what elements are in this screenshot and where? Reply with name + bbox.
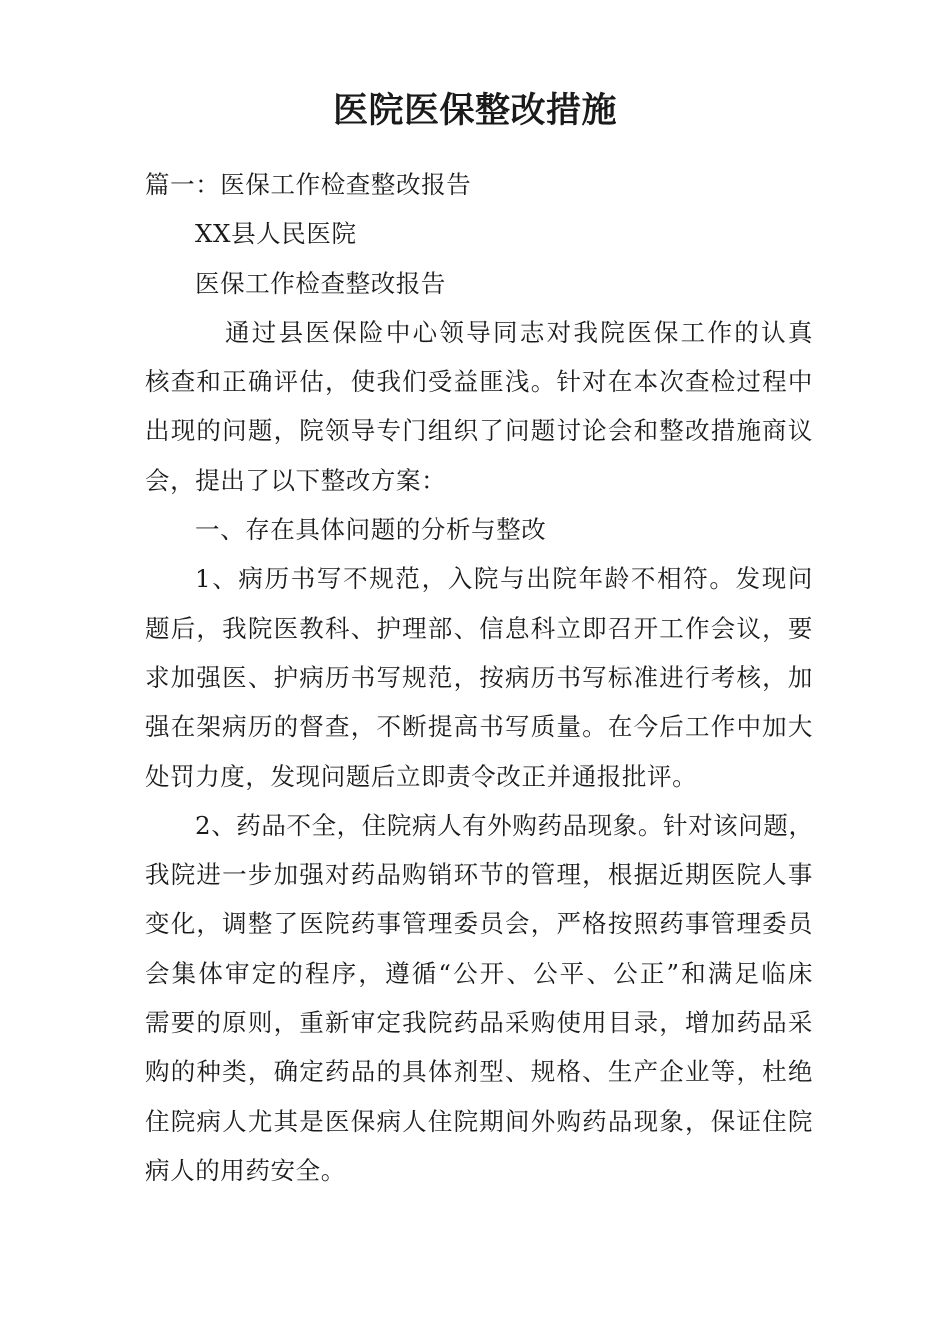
report-title: 医保工作检查整改报告 xyxy=(195,268,446,298)
hospital-name: XX县人民医院 xyxy=(195,219,357,249)
paragraph-line: 核查和正确评估，使我们受益匪浅。针对在本次查检过程中 xyxy=(145,367,813,397)
subsection-heading: 一、存在具体问题的分析与整改 xyxy=(195,515,547,545)
paragraph-line: 强在架病历的督查，不断提高书写质量。在今后工作中加大 xyxy=(145,712,813,742)
paragraph-line: 题后，我院医教科、护理部、信息科立即召开工作会议，要 xyxy=(145,613,813,643)
paragraph-line: 2、药品不全，住院病人有外购药品现象。针对该问题， xyxy=(195,810,814,840)
paragraph-line: 求加强医、护病历书写规范，按病历书写标准进行考核，加 xyxy=(145,662,813,692)
paragraph-line: 处罚力度，发现问题后立即责令改正并通报批评。 xyxy=(145,761,698,791)
paragraph-line: 1、病历书写不规范，入院与出院年龄不相符。发现问 xyxy=(195,564,813,594)
document-title: 医院医保整改措施 xyxy=(332,91,617,131)
paragraph-line: 会，提出了以下整改方案： xyxy=(145,465,447,495)
paragraph-line: 住院病人尤其是医保病人住院期间外购药品现象，保证住院 xyxy=(145,1106,813,1136)
paragraph-line: 通过县医保险中心领导同志对我院医保工作的认真 xyxy=(225,317,813,347)
paragraph-line: 变化，调整了医院药事管理委员会，严格按照药事管理委员 xyxy=(145,909,813,939)
document-body xyxy=(145,160,813,1195)
paragraph-line: 会集体审定的程序，遵循“公开、公平、公正”和满足临床 xyxy=(145,958,813,988)
paragraph-line: 购的种类，确定药品的具体剂型、规格、生产企业等，杜绝 xyxy=(145,1057,813,1087)
paragraph-line: 病人的用药安全。 xyxy=(145,1155,346,1185)
paragraph-line: 我院进一步加强对药品购销环节的管理，根据近期医院人事 xyxy=(145,860,813,890)
paragraph-line: 出现的问题，院领导专门组织了问题讨论会和整改措施商议 xyxy=(145,416,813,446)
paragraph-line: 需要的原则，重新审定我院药品采购使用目录，增加药品采 xyxy=(145,1008,813,1038)
section-heading: 篇一：医保工作检查整改报告 xyxy=(145,170,472,199)
